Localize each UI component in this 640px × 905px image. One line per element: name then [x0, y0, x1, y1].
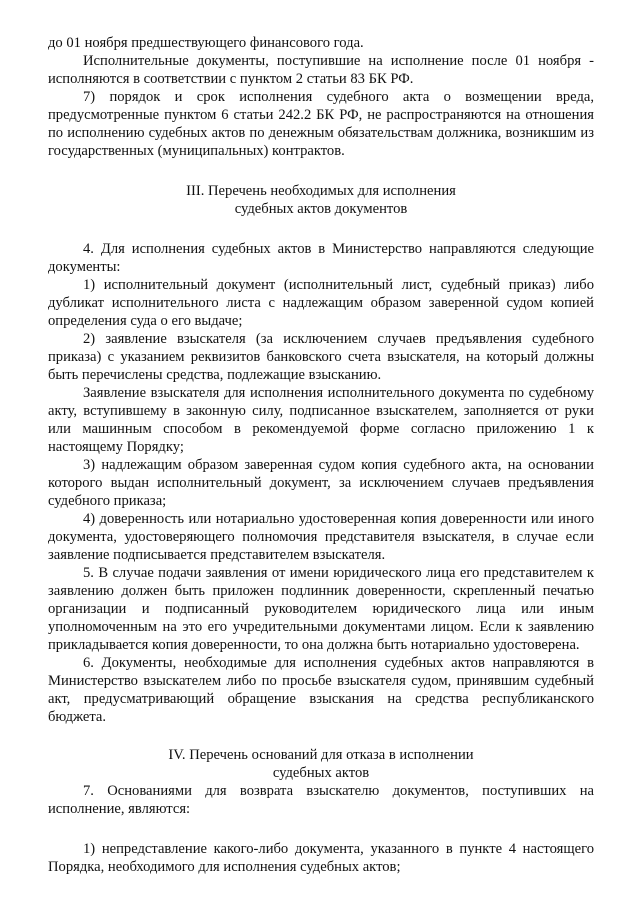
paragraph-item-7: 7) порядок и срок исполнения судебного акта о возмещении вреда, предусмотренные пунктом 6 статьи 242.2 БК РФ, не распространяются на отношения по исполнению судебных актов по денежным обязательствам должника, возникшим из государственных (муниципальных) контрактов. — [48, 89, 594, 159]
paragraph-clause-4-item-3: 3) надлежащим образом заверенная судом копия судебного акта, на основании которого выдан исполнительный документ, за исключением случаев предъявления судебного приказа; — [48, 457, 594, 509]
paragraph-clause-7-item-1: 1) непредставление какого-либо документа, указанного в пункте 4 настоящего Порядка, необходимого для исполнения судебных актов; — [48, 841, 594, 875]
paragraph-clause-6: 6. Документы, необходимые для исполнения судебных актов направляются в Министерство взыскателем либо по просьбе взыскателя судом, принявшим судебный акт, предусматривающий обращение взыскания на средства республиканского бюджета. — [48, 655, 594, 725]
paragraph-clause-5: 5. В случае подачи заявления от имени юридического лица его представителем к заявлению должен быть приложен подлинник доверенности, скрепленный печатью организации и подписанный руководителем юридического лица или иным уполномоченным на это его учредительными документами лицом. Если к заявлению прикладывается копия доверенности, то она должна быть нотариально удостоверена. — [48, 565, 594, 653]
section-3-heading-line-1: III. Перечень необходимых для исполнения — [186, 183, 456, 199]
section-3-body — [48, 240, 594, 726]
paragraph-clause-7: 7. Основаниями для возврата взыскателю документов, поступивших на исполнение, являются: — [48, 783, 594, 817]
section-4-heading — [48, 746, 594, 782]
paragraph-application-form: Заявление взыскателя для исполнения исполнительного документа по судебному акту, вступившему в законную силу, подписанное взыскателем, заполняется от руки или машинным способом в рекомендуемой форме согласно приложению 1 к настоящему Порядку; — [48, 385, 594, 455]
section-4-heading-line-2: судебных актов — [272, 765, 370, 781]
paragraph-clause-4: 4. Для исполнения судебных актов в Министерство направляются следующие документы: — [48, 241, 594, 275]
document-page — [48, 34, 594, 876]
paragraph-late-documents: Исполнительные документы, поступившие на исполнение после 01 ноября - исполняются в соответствии с пунктом 2 статьи 83 БК РФ. — [48, 53, 594, 87]
paragraph-clause-4-item-4: 4) доверенность или нотариально удостоверенная копия доверенности или иного документа, удостоверяющего полномочия представителя взыскателя, в случае если заявление подписывается представителем взыскателя. — [48, 511, 594, 563]
paragraph-clause-4-item-2: 2) заявление взыскателя (за исключением случаев предъявления судебного приказа) с указанием реквизитов банковского счета взыскателя, на который должны быть перечислены средства, подлежащие взысканию. — [48, 331, 594, 383]
section-3-heading — [48, 182, 594, 218]
section-3-heading-line-2: судебных актов документов — [234, 201, 408, 217]
paragraph-clause-4-item-1: 1) исполнительный документ (исполнительный лист, судебный приказ) либо дубликат исполнительного листа с надлежащим образом заверенной судом копией определения суда о его выдаче; — [48, 277, 594, 329]
paragraph-continuation: до 01 ноября предшествующего финансового года. — [48, 35, 364, 51]
section-4-heading-line-1: IV. Перечень оснований для отказа в исполнении — [168, 747, 474, 763]
